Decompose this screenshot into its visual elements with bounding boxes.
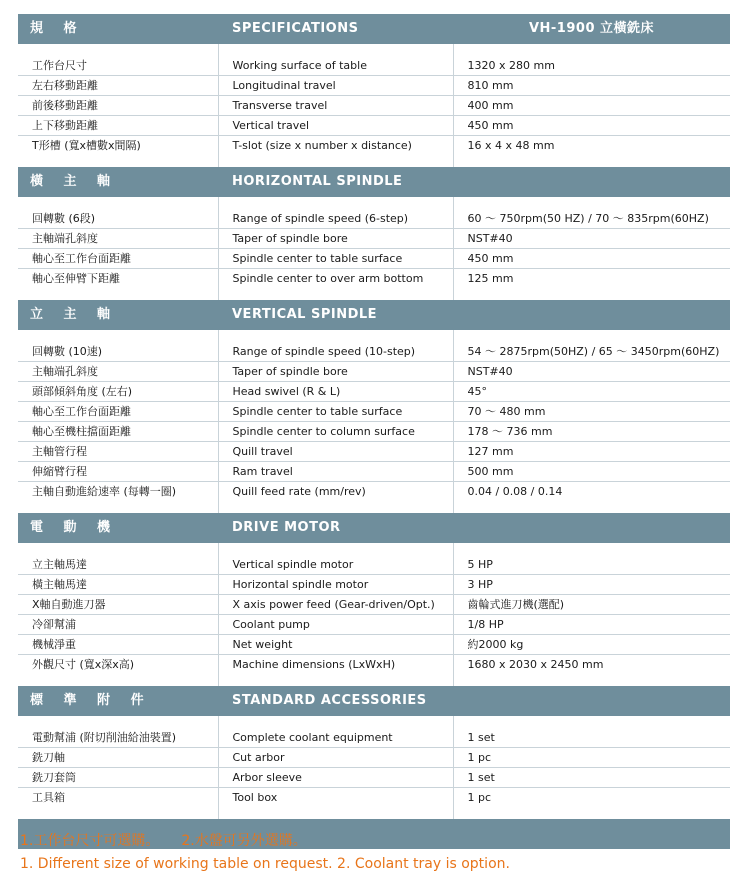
spec-row [18,575,730,595]
note-zh-2: 2.水盤可另外選購。 [181,833,307,849]
spec-label-zh: 軸心至工作台面距離 [18,249,218,269]
section-spacer [18,543,730,555]
spec-row [18,402,730,422]
spec-label-en: Working surface of table [218,56,453,76]
spec-label-en: Ram travel [218,462,453,482]
section-spacer [18,807,730,819]
spec-label-en: Taper of spindle bore [218,229,453,249]
spec-value: NST#40 [453,229,730,249]
spacer-cell [218,716,453,728]
spec-value: 178 ～ 736 mm [453,422,730,442]
spec-value: 3 HP [453,575,730,595]
spec-label-en: Complete coolant equipment [218,728,453,748]
spacer-cell [453,543,730,555]
spacer-cell [18,288,218,300]
header-en: SPECIFICATIONS [218,14,453,44]
spacer-cell [453,674,730,686]
spec-label-en: Coolant pump [218,615,453,635]
spec-label-zh: 工具箱 [32,790,65,804]
spacer-cell [218,501,453,513]
spec-row [18,768,730,788]
spec-label-en: T-slot (size x number x distance) [218,136,453,156]
spec-label-en: Longitudinal travel [218,76,453,96]
spacer-cell [18,330,218,342]
spec-label-zh: 頭部傾斜角度 (左右) [18,382,218,402]
spacer-cell [453,501,730,513]
spec-value: 450 mm [453,249,730,269]
spacer-cell [218,155,453,167]
section-spacer [18,197,730,209]
spec-label-en: Quill travel [218,442,453,462]
section-spacer [18,501,730,513]
spec-value: 5 HP [453,555,730,575]
section-header [18,167,730,197]
spec-label-zh: 冷卻幫浦 [18,615,218,635]
spec-value: 約2000 kg [453,635,730,655]
spacer-cell [18,44,218,56]
spec-label-en: Spindle center to table surface [218,402,453,422]
spec-label-en: Range of spindle speed (6-step) [218,209,453,229]
spec-label-en: Cut arbor [218,748,453,768]
spec-label-zh: 左右移動距離 [18,76,218,96]
spec-label-en: Arbor sleeve [218,768,453,788]
section-title-en: VERTICAL SPINDLE [218,300,453,330]
spec-value: 1320 x 280 mm [453,56,730,76]
spec-label-zh: 橫主軸馬達 [18,575,218,595]
spec-label-en: Range of spindle speed (10-step) [218,342,453,362]
spec-value: 45° [453,382,730,402]
spec-label-zh: 軸心至伸臂下距離 [32,271,120,285]
spacer-cell [18,674,218,686]
spacer-cell [453,716,730,728]
spec-row [18,116,730,136]
spacer-cell [218,330,453,342]
spec-label-zh: X軸自動進刀器 [18,595,218,615]
section-spacer [18,716,730,728]
spec-label-zh: 伸縮臂行程 [18,462,218,482]
spec-table-body [18,14,730,849]
spec-value: 54 ～ 2875rpm(50HZ) / 65 ～ 3450rpm(60HZ) [453,342,730,362]
spec-value: 1680 x 2030 x 2450 mm [453,655,730,675]
spec-label-en: Spindle center to table surface [218,249,453,269]
spec-value: 16 x 4 x 48 mm [453,136,730,156]
section-header-blank [453,300,730,330]
footer-cell [453,819,730,849]
spacer-cell [453,807,730,819]
spec-label-en: Tool box [218,788,453,808]
spec-row [18,595,730,615]
section-spacer [18,674,730,686]
spec-label-zh: 軸心至工作台面距離 [18,402,218,422]
spec-value: 齒輪式進刀機(選配) [453,595,730,615]
spec-label-zh: 軸心至機柱擋面距離 [18,422,218,442]
spec-label-zh: 主軸自動進給速率 (每轉一圈) [32,484,177,498]
spec-label-zh: 主軸端孔斜度 [18,362,218,382]
spacer-cell [218,674,453,686]
spec-row [18,269,730,289]
section-header-blank [453,513,730,543]
spec-row [18,136,730,156]
spec-label-zh: 立主軸馬達 [18,555,218,575]
notes-chinese [20,830,307,850]
section-spacer [18,44,730,56]
spacer-cell [453,197,730,209]
section-spacer [18,288,730,300]
spec-label-en: Head swivel (R & L) [218,382,453,402]
spacer-cell [453,330,730,342]
notes-english: 1. Different size of working table on request. 2. Coolant tray is option. [20,856,510,872]
header-zh: 規 格 [18,14,218,44]
spec-row [18,209,730,229]
spec-row [18,462,730,482]
spec-label-zh: 銑刀套筒 [18,768,218,788]
spec-row [18,655,730,675]
spec-row [18,229,730,249]
spec-row [18,56,730,76]
spec-row [18,342,730,362]
section-title-zh: 電 動 機 [18,513,218,543]
section-title-zh: 標 準 附 件 [18,686,218,716]
spec-row [18,422,730,442]
spec-label-en: Horizontal spindle motor [218,575,453,595]
spec-label-en: Transverse travel [218,96,453,116]
spec-label-en: Net weight [218,635,453,655]
spec-row [18,748,730,768]
spec-value: 1 pc [453,788,730,808]
spec-label-zh: T形槽 (寬x槽數x間隔) [32,138,141,152]
spec-row [18,615,730,635]
spec-label-zh: 回轉數 (10速) [18,342,218,362]
section-spacer [18,155,730,167]
spec-row [18,482,730,502]
section-header [18,686,730,716]
spec-row [18,362,730,382]
spec-label-zh: 機械淨重 [18,635,218,655]
section-header [18,300,730,330]
spec-row [18,635,730,655]
spec-value: 0.04 / 0.08 / 0.14 [453,482,730,502]
spec-row [18,442,730,462]
spacer-cell [218,44,453,56]
spec-label-zh: 工作台尺寸 [18,56,218,76]
note-zh-1: 1.工作台尺寸可選購。 [20,833,160,849]
spec-label-en: Taper of spindle bore [218,362,453,382]
section-title-zh: 橫 主 軸 [18,167,218,197]
spec-label-zh: 外觀尺寸 (寬x深x高) [32,657,135,671]
spec-value: 125 mm [453,269,730,289]
spec-value: NST#40 [453,362,730,382]
spec-label-en: X axis power feed (Gear-driven/Opt.) [218,595,453,615]
spacer-cell [218,543,453,555]
spec-row [18,555,730,575]
spacer-cell [18,155,218,167]
spacer-cell [218,807,453,819]
spec-value: 810 mm [453,76,730,96]
spec-label-en: Vertical spindle motor [218,555,453,575]
spec-label-en: Quill feed rate (mm/rev) [218,482,453,502]
spec-value: 1 set [453,728,730,748]
spec-label-zh: 回轉數 (6段) [18,209,218,229]
spacer-cell [453,44,730,56]
spec-row [18,382,730,402]
section-title-en: STANDARD ACCESSORIES [218,686,453,716]
spec-value: 70 ～ 480 mm [453,402,730,422]
spec-label-en: Spindle center to over arm bottom [218,269,453,289]
spec-label-zh: 前後移動距離 [18,96,218,116]
spec-label-en: Vertical travel [218,116,453,136]
spec-label-en: Spindle center to column surface [218,422,453,442]
spec-value: 400 mm [453,96,730,116]
section-header-blank [453,686,730,716]
spacer-cell [18,716,218,728]
header-model: VH-1900 立橫銑床 [453,14,730,44]
spacer-cell [18,501,218,513]
section-title-en: HORIZONTAL SPINDLE [218,167,453,197]
spacer-cell [218,197,453,209]
spec-label-zh: 主軸端孔斜度 [18,229,218,249]
spacer-cell [18,197,218,209]
spec-row [18,76,730,96]
spec-row [18,728,730,748]
spacer-cell [18,543,218,555]
spec-row [18,249,730,269]
spec-value: 1 set [453,768,730,788]
spec-label-zh: 上下移動距離 [18,116,218,136]
spec-value: 1 pc [453,748,730,768]
section-header [18,513,730,543]
spacer-cell [453,288,730,300]
spacer-cell [18,807,218,819]
section-title-zh: 立 主 軸 [18,300,218,330]
spec-value: 127 mm [453,442,730,462]
spec-value: 500 mm [453,462,730,482]
spec-value: 60 ～ 750rpm(50 HZ) / 70 ～ 835rpm(60HZ) [453,209,730,229]
spec-row [18,96,730,116]
spacer-cell [453,155,730,167]
spec-table [18,14,730,849]
section-spacer [18,330,730,342]
section-title-en: DRIVE MOTOR [218,513,453,543]
spacer-cell [218,288,453,300]
section-header-blank [453,167,730,197]
spec-label-en: Machine dimensions (LxWxH) [218,655,453,675]
spec-label-zh: 銑刀軸 [18,748,218,768]
spec-value: 1/8 HP [453,615,730,635]
spec-row [18,788,730,808]
spec-label-zh: 電動幫浦 (附切削油給油裝置) [18,728,218,748]
spec-label-zh: 主軸管行程 [18,442,218,462]
table-header [18,14,730,44]
spec-value: 450 mm [453,116,730,136]
